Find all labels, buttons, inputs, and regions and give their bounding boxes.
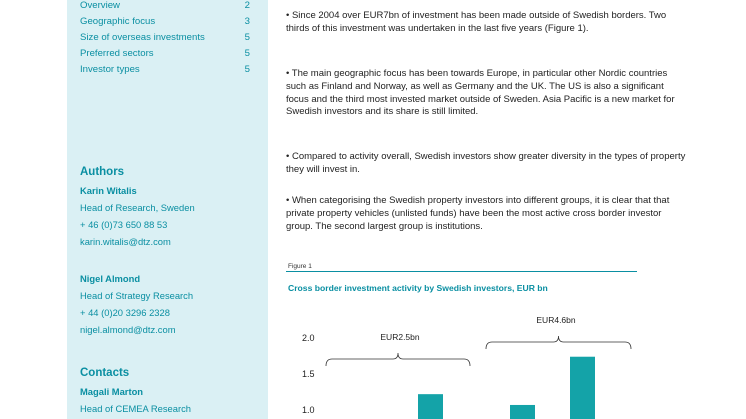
y-tick-label: 2.0 — [302, 333, 315, 343]
toc-item-page: 3 — [244, 16, 250, 27]
author-name: Karin Witalis — [80, 185, 137, 196]
figure-title: Cross border investment activity by Swedish investors, EUR bn — [288, 283, 548, 293]
toc-item-label[interactable]: Geographic focus — [80, 16, 156, 27]
bracket-line — [486, 336, 631, 349]
author-name: Nigel Almond — [80, 273, 141, 284]
author-card — [80, 182, 260, 250]
y-tick-label: 1.5 — [302, 369, 315, 379]
y-tick-label: 1.0 — [302, 405, 315, 415]
toc-item-page: 5 — [244, 64, 250, 75]
bullet-point: • The main geographic focus has been towards Europe, in particular other Nordic countries such as Finland and Norway, as well as Germany and the UK. The US is also a significant focus and the third most invested market outside of Sweden. Asia Pacific is a new market for Swedish investors and its share is still limited. — [286, 68, 675, 118]
author-title: Head of Research, Sweden — [80, 202, 195, 213]
toc-item-page: 5 — [244, 48, 250, 59]
bullet-point: • When categorising the Swedish property investors into different groups, it is clear that that private property vehicles (unlisted funds) have been the most active cross border investor group. The second largest group is institutions. — [286, 195, 670, 232]
toc-item-investor-types[interactable] — [80, 62, 250, 78]
toc-item-page: 5 — [244, 32, 250, 43]
chart-bar — [418, 394, 443, 419]
bar-chart — [286, 310, 646, 419]
toc-item-label[interactable]: Overview — [80, 0, 120, 11]
toc-item-geographic-focus[interactable] — [80, 14, 250, 30]
chart-bar — [570, 357, 595, 419]
bracket-line — [326, 353, 470, 366]
toc-item-page: 2 — [244, 0, 250, 11]
author-email[interactable]: karin.witalis@dtz.com — [80, 236, 171, 247]
author-card — [80, 270, 260, 338]
table-of-contents — [80, 0, 250, 78]
figure-label: Figure 1 — [288, 263, 312, 270]
toc-item-size[interactable] — [80, 30, 250, 46]
toc-item-sectors[interactable] — [80, 46, 250, 62]
contact-name: Magali Marton — [80, 386, 144, 397]
toc-item-overview[interactable] — [80, 0, 250, 14]
author-email[interactable]: nigel.almond@dtz.com — [80, 324, 176, 335]
authors-heading: Authors — [80, 166, 125, 178]
bullet-point: • Compared to activity overall, Swedish investors show greater diversity in the types of property they will invest in. — [286, 151, 686, 175]
toc-item-label[interactable]: Preferred sectors — [80, 48, 154, 59]
toc-item-label[interactable]: Investor types — [80, 64, 140, 75]
contacts-heading: Contacts — [80, 367, 130, 379]
author-phone: + 46 (0)73 650 88 53 — [80, 219, 168, 230]
bracket-annotation: EUR2.5bn — [380, 332, 420, 342]
chart-bar — [510, 405, 535, 419]
bracket-annotation: EUR4.6bn — [536, 315, 576, 325]
author-phone: + 44 (0)20 3296 2328 — [80, 307, 170, 318]
figure-rule — [286, 271, 637, 272]
bullet-point: • Since 2004 over EUR7bn of investment has been made outside of Swedish borders. Two thirds of this investment was undertaken in the last five years (Figure 1). — [286, 10, 667, 34]
toc-item-label[interactable]: Size of overseas investments — [80, 32, 205, 43]
author-title: Head of Strategy Research — [80, 290, 194, 301]
contact-card — [80, 383, 260, 417]
contact-title: Head of CEMEA Research — [80, 403, 191, 414]
